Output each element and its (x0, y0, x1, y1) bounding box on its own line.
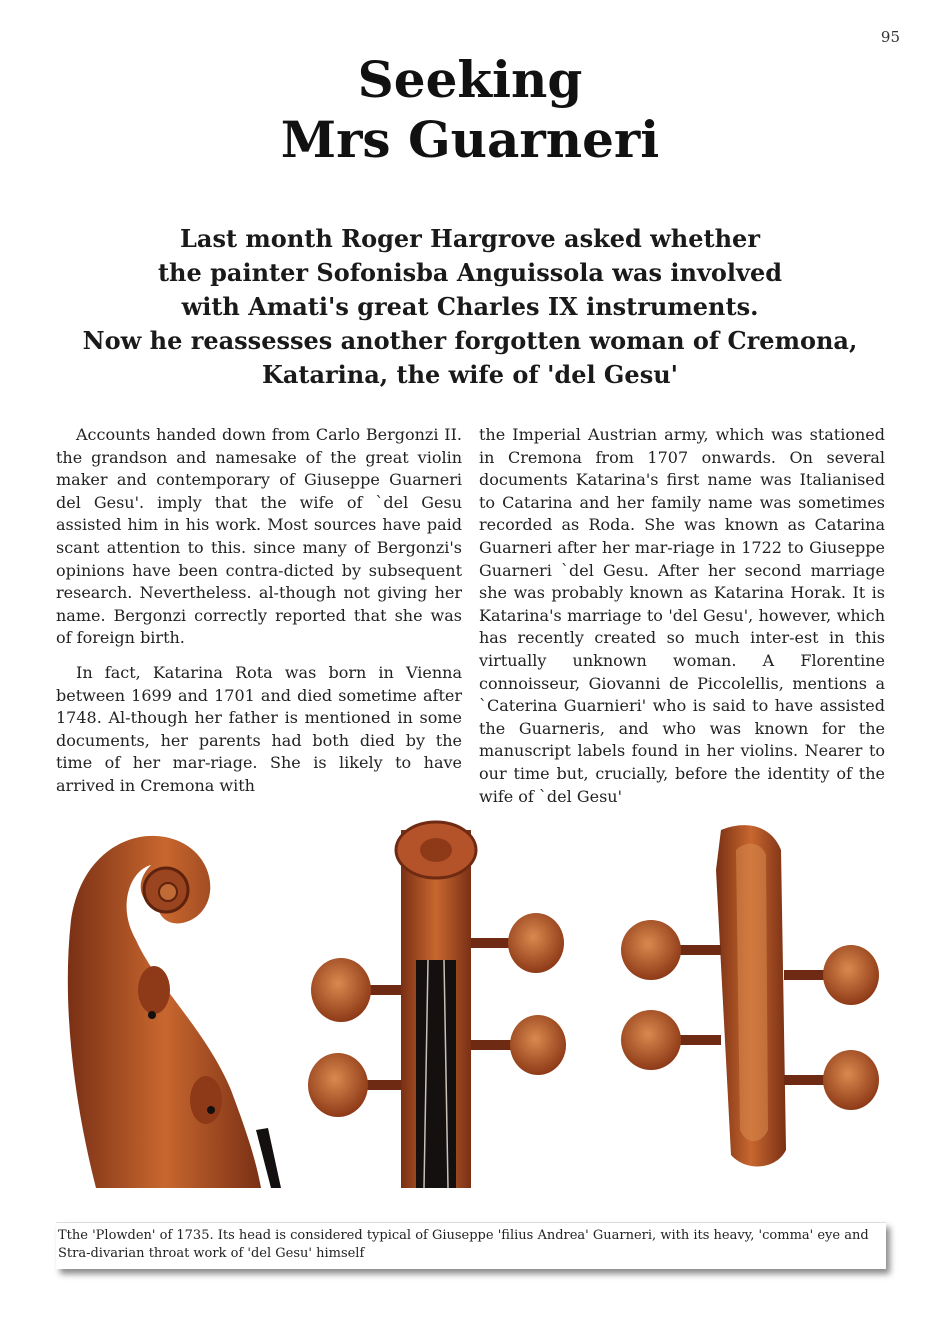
standfirst-line: the painter Sofonisba Anguissola was involved (157, 258, 783, 287)
body-column-right (479, 424, 885, 808)
body-column-left (56, 424, 462, 798)
body-paragraph: In fact, Katarina Rota was born in Vienna between 1699 and 1701 and died sometime after 1748. Al-though her father is mentioned in some documents, her parents had both died by the time of her mar-riage. She is likely to have arrived in Cremona with (56, 662, 462, 795)
standfirst-line: with Amati's great Charles IX instruments. (181, 292, 759, 321)
body-paragraph: Accounts handed down from Carlo Bergonzi II. the grandson and namesake of the great violin maker and contemporary of Giuseppe Guarneri del Gesu'. imply that the wife of `del Gesu assisted him in his work. Most sources have paid scant attention to this. since many of Bergonzi's opinions have been contra-dicted by subsequent research. Nevertheless. al-though not giving her name. Bergonzi correctly reported that she was of foreign birth. (56, 425, 462, 648)
scroll-front-view (308, 822, 566, 1188)
standfirst-line: Katarina, the wife of 'del Gesu' (261, 360, 679, 389)
title-line-1: Seeking (357, 50, 583, 109)
scroll-back-view (621, 825, 879, 1166)
page-title (0, 50, 940, 170)
violin-scroll-photo (56, 810, 886, 1188)
standfirst (70, 222, 870, 392)
title-line-2: Mrs Guarneri (280, 110, 660, 169)
page-number: 95 (880, 28, 900, 46)
photo-caption: Tthe 'Plowden' of 1735. Its head is considered typical of Giuseppe 'filius Andrea' Guarneri, with its heavy, 'comma' eye and Stra-divarian throat work of 'del Gesu' himself (56, 1222, 886, 1269)
scroll-side-view (68, 836, 281, 1188)
standfirst-line: Last month Roger Hargrove asked whether (180, 224, 760, 253)
standfirst-line: Now he reassesses another forgotten woman of Cremona, (82, 326, 858, 355)
body-paragraph: the Imperial Austrian army, which was stationed in Cremona from 1707 onwards. On several documents Katarina's first name was Italianised to Catarina and her family name was sometimes recorded as Roda. She was known as Catarina Guarneri after her mar-riage in 1722 to Giuseppe Guarneri `del Gesu. After her second marriage she was probably known as Katarina Horak. It is Katarina's marriage to 'del Gesu', however, which has recently created so much inter-est in this virtually unknown woman. A Florentine connoisseur, Giovanni de Piccolellis, mentions a `Caterina Guarnieri' who is said to have assisted the Guarneris, and who was known for the manuscript labels found in her violins. Nearer to our time but, crucially, before the identity of the wife of `del Gesu' (479, 425, 885, 806)
